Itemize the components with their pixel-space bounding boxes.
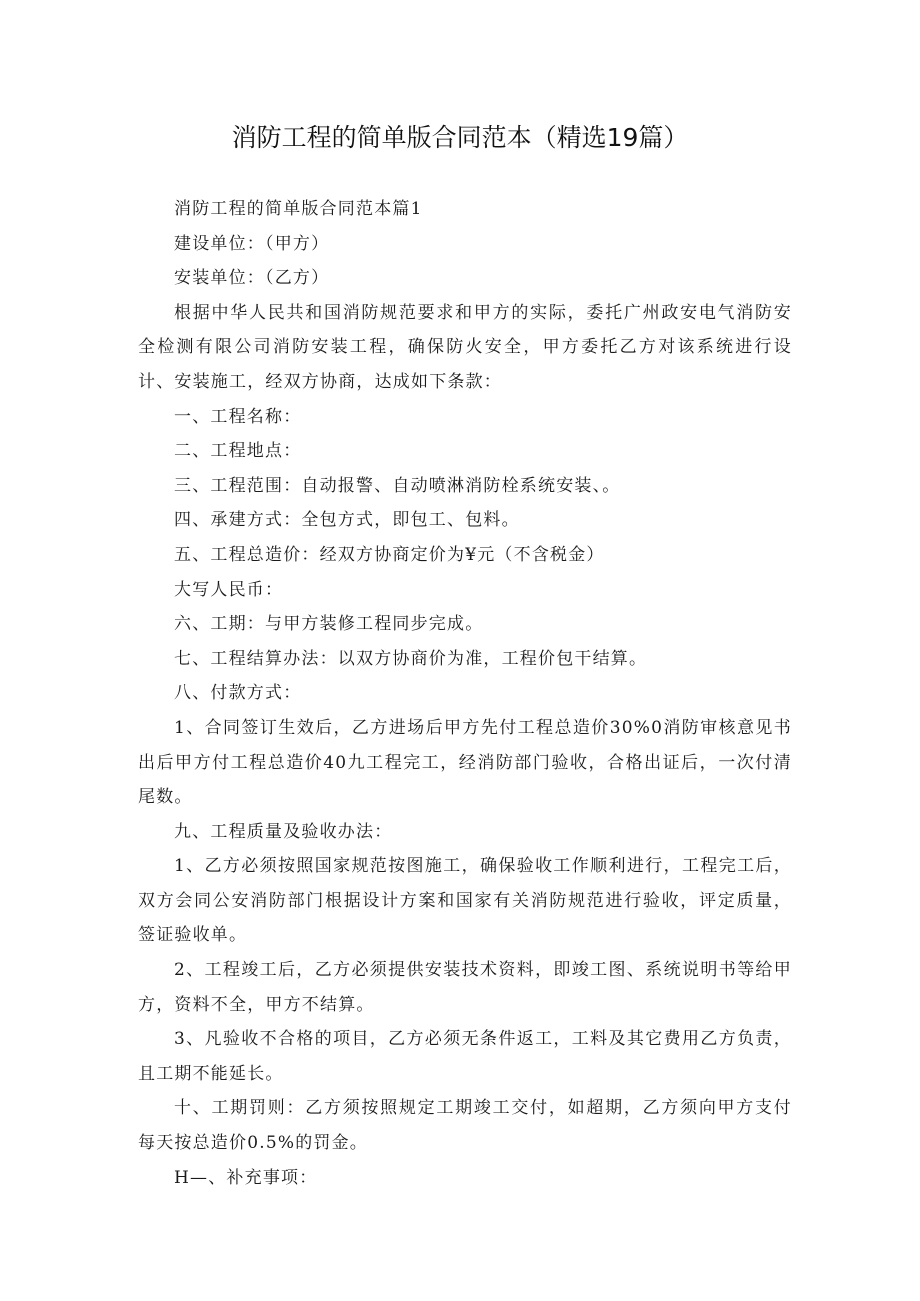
- paragraph-clause-6: 六、工期：与甲方装修工程同步完成。: [174, 614, 484, 635]
- paragraph-clause-9-item-1: 1、乙方必须按照国家规范按图施工，确保验收工作顺利进行，工程完工后，双方会同公安消防部门根据设计方案和国家有关消防规范进行验收，评定质量，签证验收单。: [138, 856, 792, 946]
- paragraph-clause-7: 七、工程结算办法：以双方协商价为准，工程价包干结算。: [174, 648, 648, 669]
- document-title: 消防工程的简单版合同范本（精选19篇）: [231, 123, 689, 152]
- paragraph-clause-4: 四、承建方式：全包方式，即包工、包料。: [174, 510, 520, 531]
- paragraph-clause-11: H—、补充事项：: [174, 1167, 318, 1188]
- paragraph-clause-8-item-1: 1、合同签订生效后，乙方进场后甲方先付工程总造价30%0消防审核意见书出后甲方付工程总造价40九工程完工，经消防部门验收，合格出证后，一次付清尾数。: [138, 717, 792, 808]
- paragraph-clause-3: 三、工程范围：自动报警、自动喷淋消防栓系统安装、。: [174, 475, 621, 496]
- paragraph-section-heading: 消防工程的简单版合同范本篇1: [174, 199, 423, 219]
- paragraph-party-b: 安装单位：（乙方）: [174, 268, 330, 289]
- paragraph-clause-9-item-2: 2、工程竣工后，乙方必须提供安装技术资料，即竣工图、系统说明书等给甲方，资料不全，甲方不结算。: [138, 960, 792, 1015]
- paragraph-clause-8: 八、付款方式：: [174, 683, 302, 704]
- paragraph-clause-2: 二、工程地点：: [174, 441, 302, 462]
- paragraph-preamble: 根据中华人民共和国消防规范要求和甲方的实际，委托广州政安电气消防安全检测有限公司消防安装工程，确保防火安全，甲方委托乙方对该系统进行设计、安装施工，经双方协商，达成如下条款：: [138, 302, 792, 392]
- paragraph-clause-10: 十、工期罚则：乙方须按照规定工期竣工交付，如超期，乙方须向甲方支付每天按总造价0.5%的罚金。: [138, 1098, 792, 1154]
- paragraph-clause-9-item-3: 3、凡验收不合格的项目，乙方必须无条件返工，工料及其它费用乙方负责，且工期不能延长。: [138, 1029, 792, 1084]
- paragraph-clause-1: 一、工程名称：: [174, 406, 302, 427]
- paragraph-party-a: 建设单位：（甲方）: [174, 233, 330, 254]
- paragraph-clause-9: 九、工程质量及验收办法：: [174, 821, 393, 842]
- paragraph-amount-words: 大写人民币：: [174, 579, 284, 600]
- paragraph-clause-5: 五、工程总造价：经双方协商定价为¥元（不含税金）: [174, 544, 605, 565]
- document-body: [138, 192, 792, 1195]
